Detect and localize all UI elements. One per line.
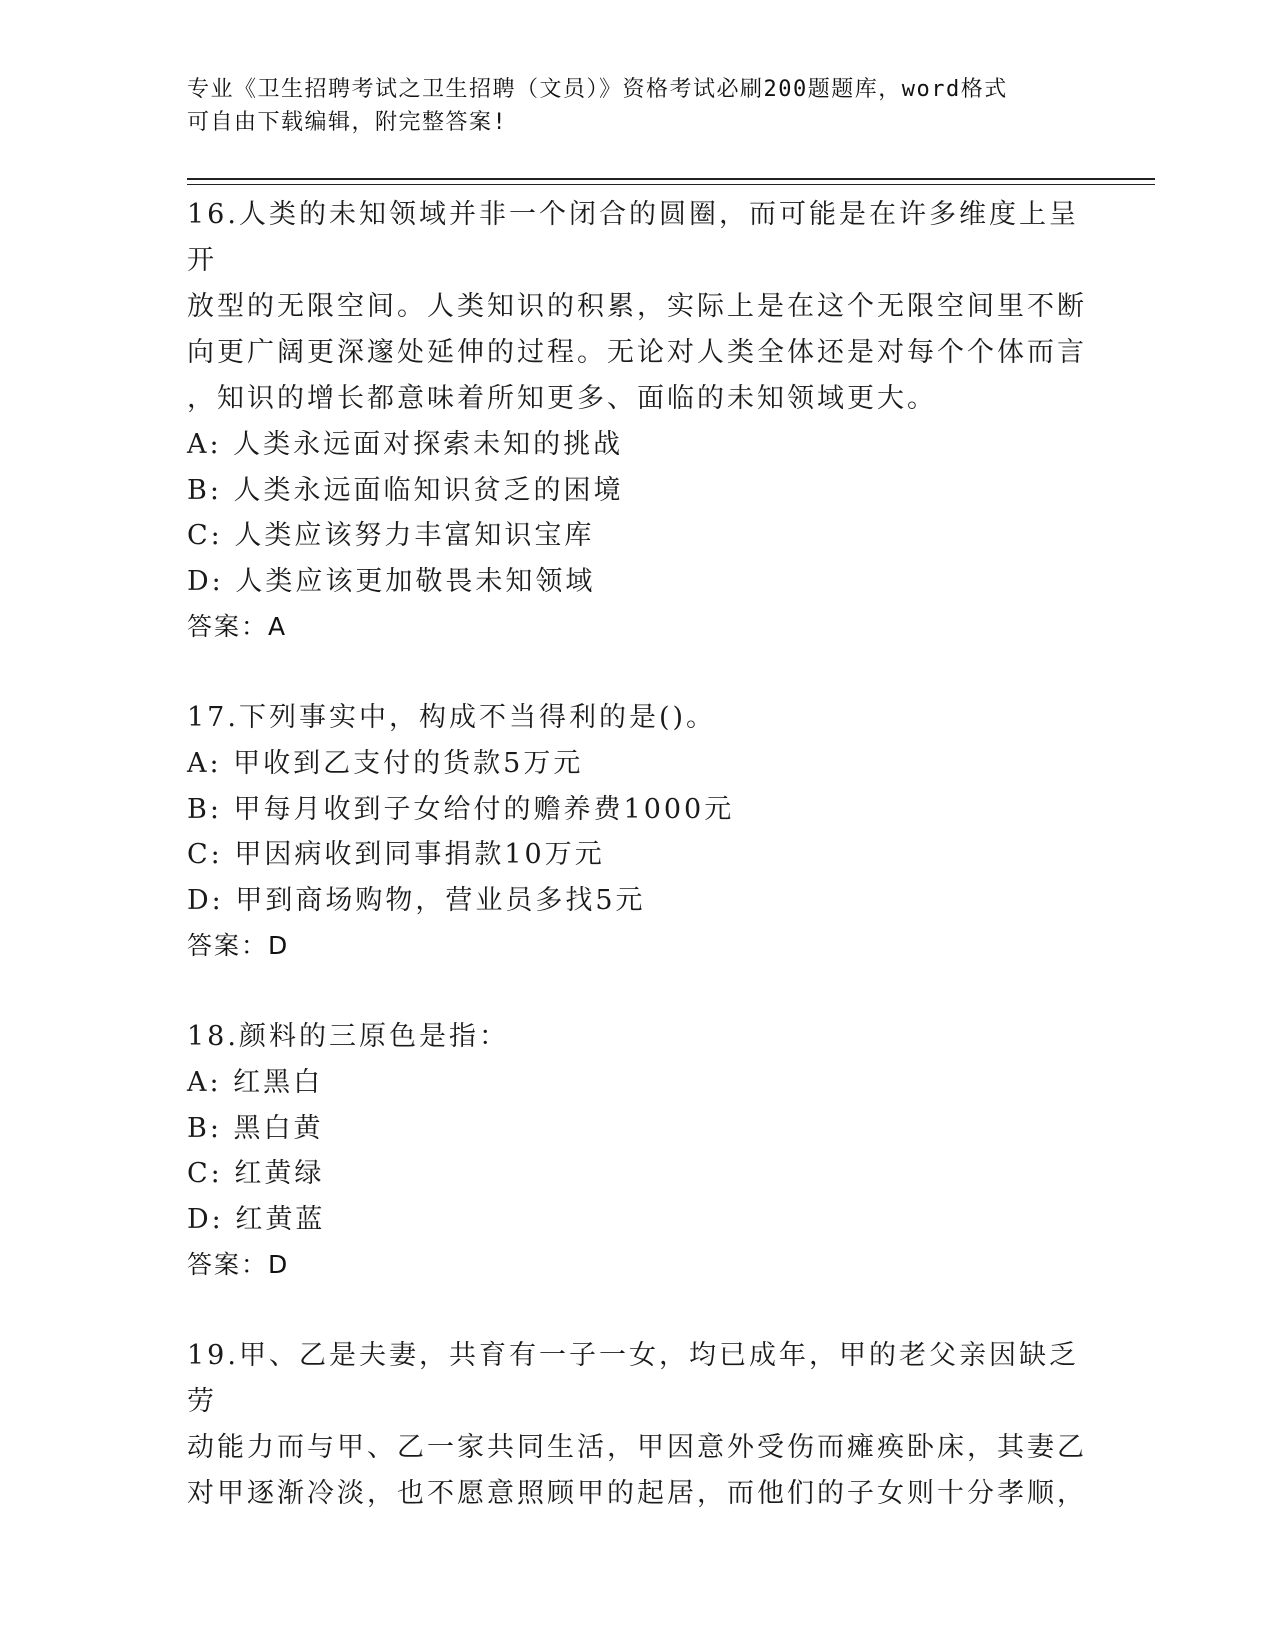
- option-d: D: 红黄蓝: [187, 1203, 326, 1235]
- header-line-2: 可自由下载编辑，附完整答案!: [187, 110, 508, 135]
- answer-text: 答案：A: [187, 612, 288, 641]
- option-a: A: 甲收到乙支付的货款5万元: [187, 748, 584, 779]
- header-divider-thick: [187, 178, 1155, 180]
- option-c: C: 红黄绿: [187, 1158, 325, 1189]
- question-stem-line: ，知识的增长都意味着所知更多、面临的未知领域更大。: [187, 383, 937, 414]
- answer-text: 答案：D: [187, 1250, 290, 1279]
- option-c: C: 人类应该努力丰富知识宝库: [187, 520, 595, 551]
- question-stem-line: 放型的无限空间。人类知识的积累，实际上是在这个无限空间里不断: [187, 291, 1087, 322]
- question-19: [187, 1333, 1087, 1517]
- question-17: [187, 695, 1087, 969]
- question-stem-line: 16.人类的未知领域并非一个闭合的圆圈，而可能是在许多维度上呈开: [187, 199, 1079, 276]
- question-16: [187, 192, 1087, 650]
- question-stem-line: 19.甲、乙是夫妻，共育有一子一女，均已成年，甲的老父亲因缺乏劳: [187, 1340, 1079, 1417]
- header-divider-thin: [187, 184, 1155, 185]
- option-b: B: 人类永远面临知识贫乏的困境: [187, 474, 624, 506]
- question-stem-line: 向更广阔更深邃处延伸的过程。无论对人类全体还是对每个个体而言: [187, 337, 1087, 368]
- question-list: [187, 192, 1087, 1517]
- option-a: A: 红黑白: [187, 1067, 324, 1098]
- option-b: B: 黑白黄: [187, 1112, 324, 1144]
- document-header: [187, 73, 1067, 139]
- question-18: [187, 1014, 1087, 1288]
- question-stem-line: 对甲逐渐冷淡，也不愿意照顾甲的起居，而他们的子女则十分孝顺，: [187, 1478, 1087, 1509]
- option-a: A: 人类永远面对探索未知的挑战: [187, 429, 624, 460]
- question-stem-line: 17.下列事实中，构成不当得利的是()。: [187, 702, 717, 733]
- option-c: C: 甲因病收到同事捐款10万元: [187, 839, 605, 870]
- header-line-1: 专业《卫生招聘考试之卫生招聘（文员）》资格考试必刷200题题库，word格式: [187, 77, 1008, 102]
- option-d: D: 甲到商场购物，营业员多找5元: [187, 884, 646, 916]
- spacer: [187, 650, 1087, 695]
- option-d: D: 人类应该更加敬畏未知领域: [187, 565, 596, 597]
- spacer: [187, 1288, 1087, 1333]
- question-stem-line: 动能力而与甲、乙一家共同生活，甲因意外受伤而瘫痪卧床，其妻乙: [187, 1432, 1087, 1463]
- spacer: [187, 969, 1087, 1014]
- question-stem-line: 18.颜料的三原色是指：: [187, 1021, 509, 1052]
- answer-text: 答案：D: [187, 931, 290, 960]
- option-b: B: 甲每月收到子女给付的赡养费1000元: [187, 793, 735, 825]
